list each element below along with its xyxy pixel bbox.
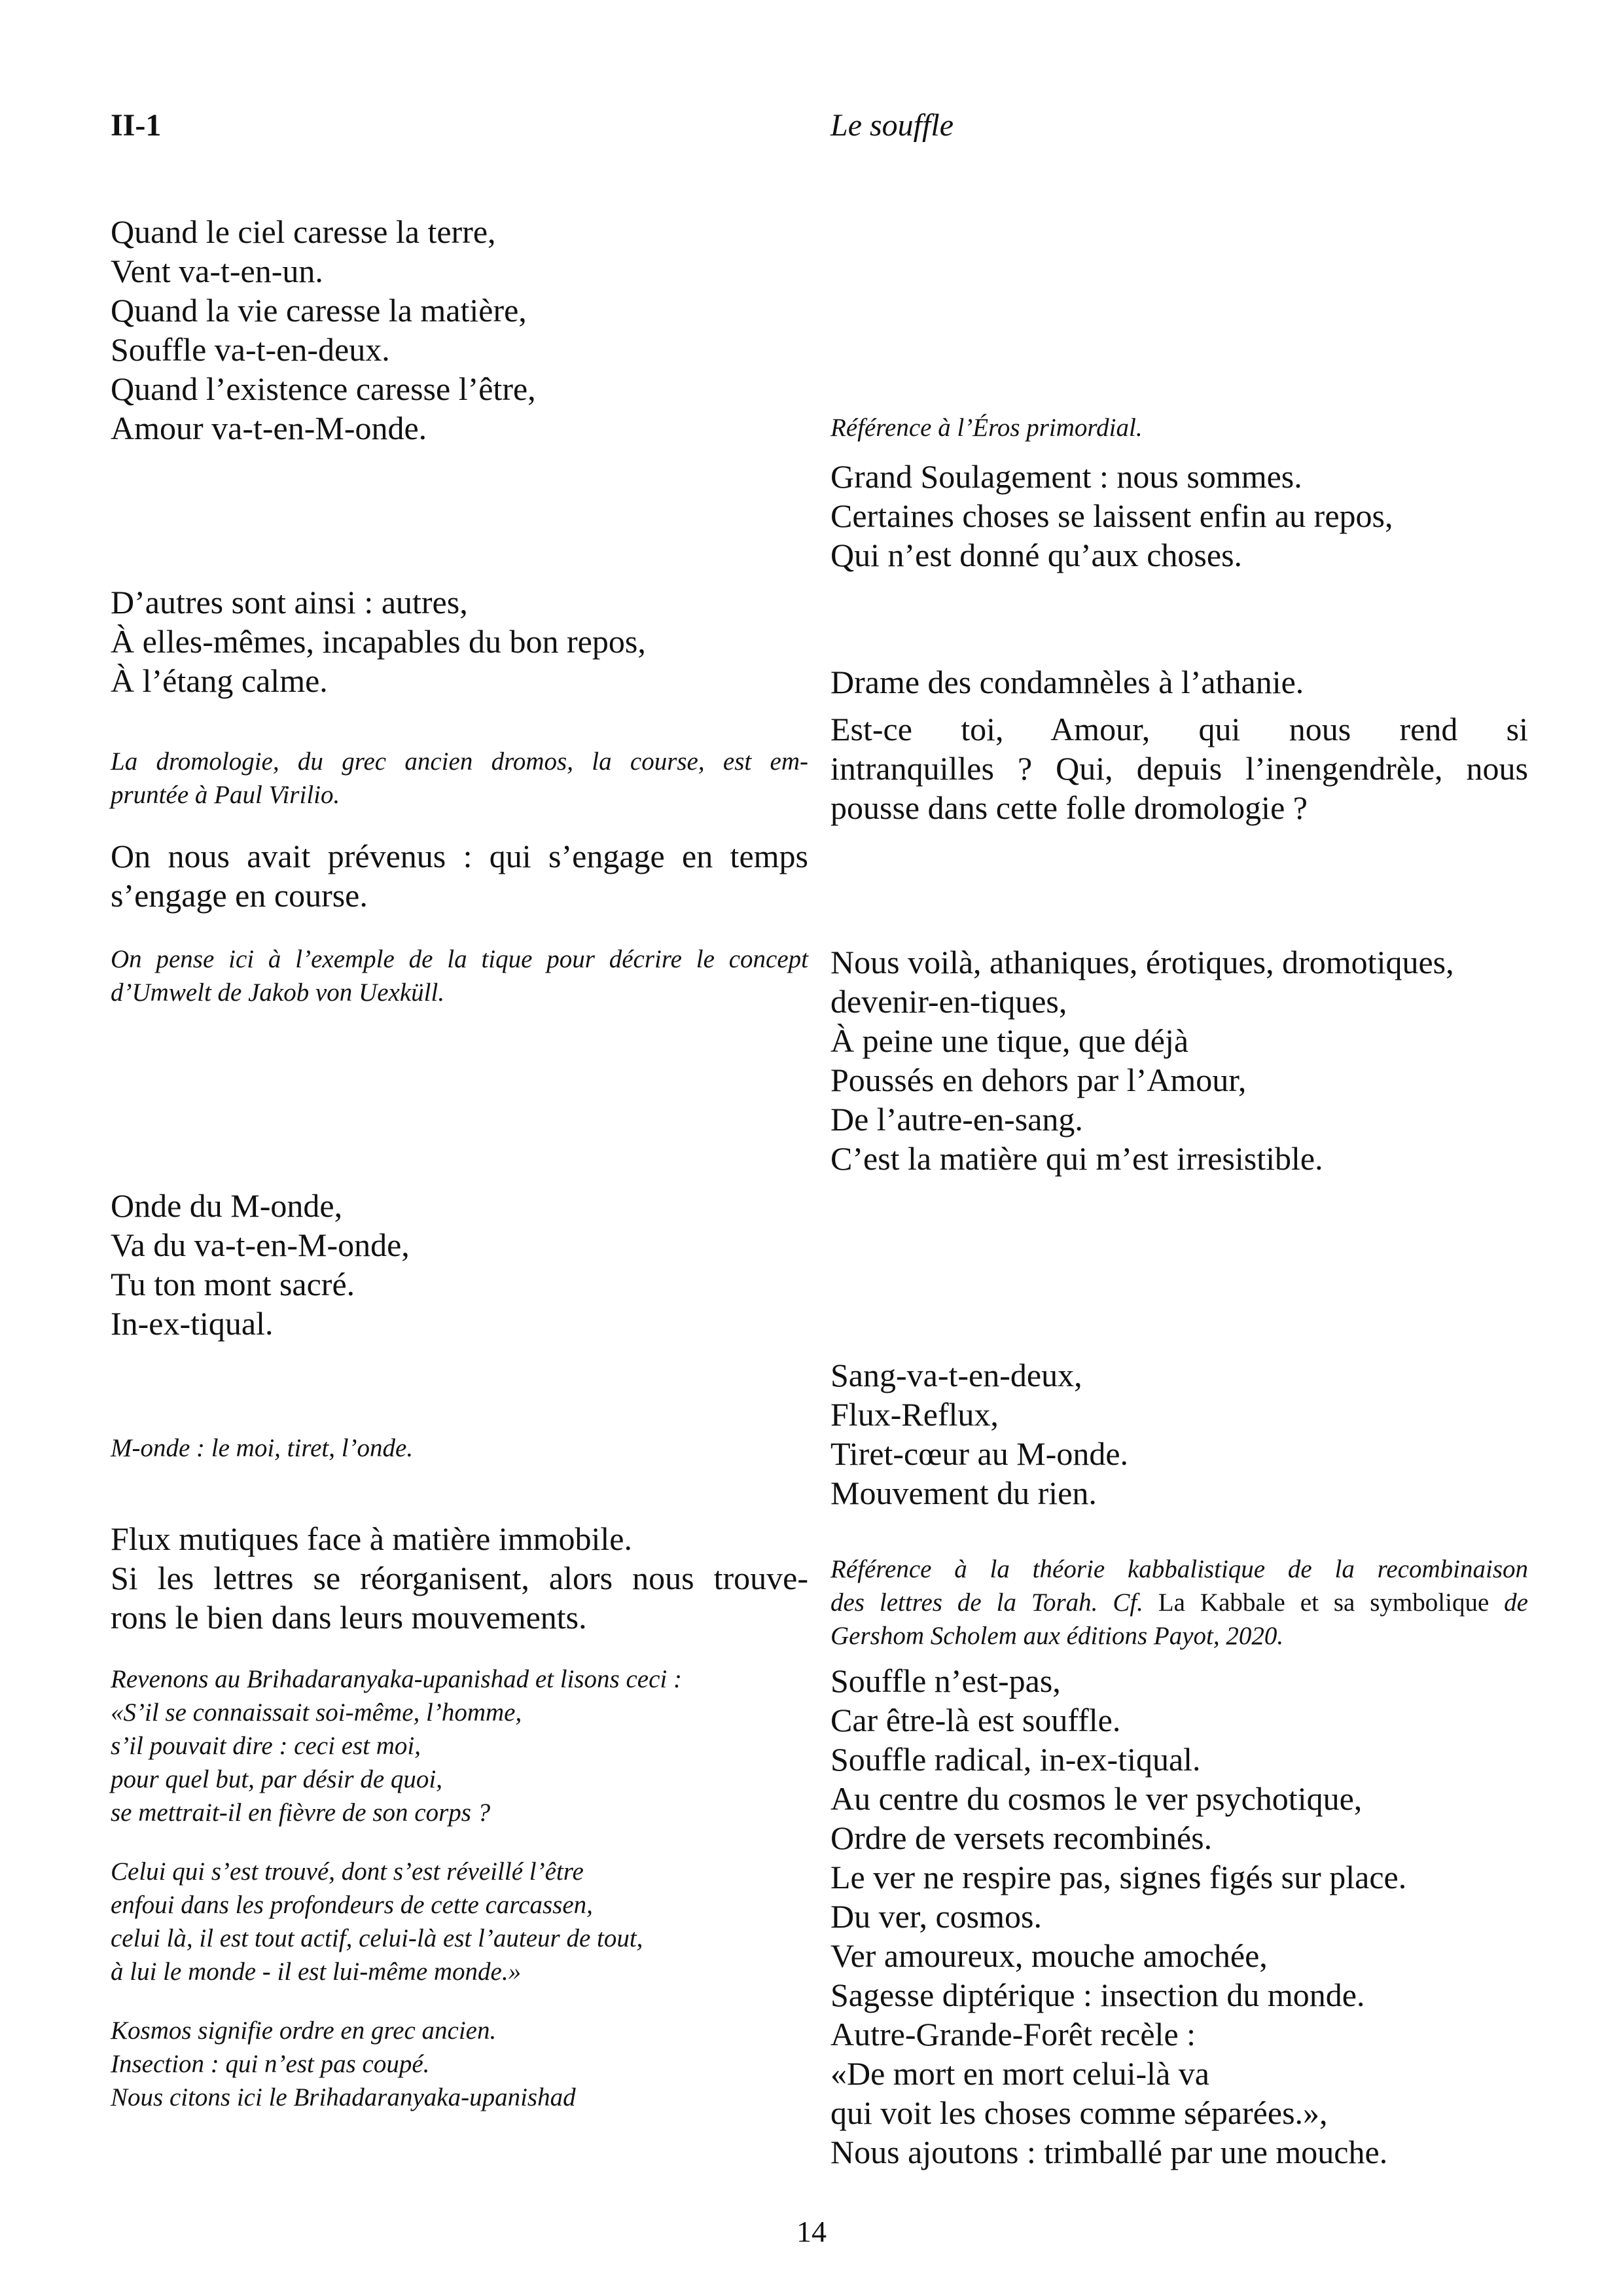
verse-stanza-right: [830, 457, 1528, 575]
text-line: Référence à la théorie kabbalistique de la recombinaison: [830, 1555, 1528, 1583]
text-line: On nous avait prévenus : qui s’engage en temps: [111, 838, 808, 874]
text-segment: de: [1489, 1588, 1528, 1617]
text-line: Au centre du cosmos le ver psychotique,: [830, 1780, 1363, 1817]
text-line: On pense ici à l’exemple de la tique pour décrire le concept: [111, 945, 808, 973]
footnote-right: [830, 411, 1528, 444]
text-line: Flux mutiques face à matière immobile.: [111, 1520, 632, 1557]
verse-stanza-left: [111, 836, 808, 915]
text-line: Onde du M-onde,: [111, 1187, 343, 1224]
text-line: se mettrait-il en fièvre de son corps ?: [111, 1799, 491, 1827]
text-line: Du ver, cosmos.: [830, 1898, 1042, 1935]
text-line: [111, 1988, 808, 2014]
text-line: De l’autre-en-sang.: [830, 1101, 1083, 1138]
text-line: Nous voilà, athaniques, érotiques, dromotiques,: [830, 944, 1454, 980]
text-line: Sagesse diptérique : insection du monde.: [830, 1977, 1365, 2013]
text-line: C’est la matière qui m’est irresistible.: [830, 1140, 1323, 1177]
text-line: Souffle n’est-pas,: [830, 1662, 1061, 1699]
text-line: d’Umwelt de Jakob von Uexküll.: [111, 978, 445, 1007]
verse-stanza-right: [830, 709, 1528, 827]
text-line: Celui qui s’est trouvé, dont s’est réveillé l’être: [111, 1857, 584, 1886]
text-line: qui voit les choses comme séparées.»,: [830, 2094, 1328, 2131]
text-line: Tu ton mont sacré.: [111, 1266, 355, 1302]
text-line: Quand l’existence caresse l’être,: [111, 370, 536, 407]
text-line: Grand Soulagement : nous sommes.: [830, 458, 1302, 495]
text-line: s’il pouvait dire : ceci est moi,: [111, 1732, 421, 1760]
text-line: Car être-là est souffle.: [830, 1702, 1121, 1738]
verse-stanza-right: [830, 942, 1528, 1178]
text-line: intranquilles ? Qui, depuis l’inengendrèle, nous: [830, 750, 1528, 787]
text-line: enfoui dans les profondeurs de cette carcassen,: [111, 1891, 593, 1919]
text-line: Sang-va-t-en-deux,: [830, 1357, 1082, 1393]
text-line: Drame des condamnèles à l’athanie.: [830, 664, 1304, 700]
verse-stanza-right: [830, 662, 1528, 702]
text-line: Ver amoureux, mouche amochée,: [830, 1937, 1268, 1974]
text-line: Souffle radical, in-ex-tiqual.: [830, 1741, 1201, 1778]
text-line: Revenons au Brihadaranyaka-upanishad et lisons ceci :: [111, 1665, 682, 1693]
page-number: 14: [796, 2215, 827, 2248]
text-line: s’engage en course.: [111, 877, 368, 914]
text-line: Nous ajoutons : trimballé par une mouche.: [830, 2134, 1388, 2170]
verse-stanza-right: [830, 1661, 1528, 2172]
text-line: À peine une tique, que déjà: [830, 1022, 1189, 1059]
verse-stanza-left: [111, 1186, 808, 1343]
text-line: Gershom Scholem aux éditions Payot, 2020.: [830, 1622, 1284, 1650]
footnote-left: [111, 745, 808, 812]
text-line: Mouvement du rien.: [830, 1475, 1097, 1511]
text-line: In-ex-tiqual.: [111, 1305, 274, 1342]
text-line: celui là, il est tout actif, celui-là est l’auteur de tout,: [111, 1924, 643, 1952]
text-line: «S’il se connaissait soi-même, l’homme,: [111, 1698, 522, 1727]
text-segment: des lettres de la Torah. Cf.: [830, 1588, 1158, 1617]
footnote-right: [830, 1552, 1528, 1653]
text-line: Le ver ne respire pas, signes figés sur place.: [830, 1859, 1407, 1895]
footnote-left: [111, 1431, 808, 1465]
text-line: Si les lettres se réorganisent, alors nous trouve-: [111, 1560, 808, 1596]
text-line: Ordre de versets recombinés.: [830, 1820, 1213, 1856]
text-line: À elles-mêmes, incapables du bon repos,: [111, 623, 646, 660]
text-line: Souffle va-t-en-deux.: [111, 331, 390, 368]
verse-stanza-left: [111, 1519, 808, 1637]
text-line: pousse dans cette folle dromologie ?: [830, 789, 1308, 826]
text-line: pour quel but, par désir de quoi,: [111, 1765, 442, 1793]
section-number: II-1: [111, 108, 162, 143]
text-line: devenir-en-tiques,: [830, 983, 1067, 1020]
text-line: Quand le ciel caresse la terre,: [111, 213, 496, 250]
text-line: Est-ce toi, Amour, qui nous rend si: [830, 711, 1528, 747]
text-line: rons le bien dans leurs mouvements.: [111, 1599, 587, 1636]
footnote-left: [111, 942, 808, 1009]
verse-stanza-left: [111, 583, 808, 700]
text-line: à lui le monde - il est lui-même monde.»: [111, 1958, 522, 1986]
text-line: Insection : qui n’est pas coupé.: [111, 2050, 430, 2078]
text-line: Amour va-t-en-M-onde.: [111, 410, 427, 446]
text-line: Va du va-t-en-M-onde,: [111, 1227, 410, 1263]
text-line: Kosmos signifie ordre en grec ancien.: [111, 2017, 497, 2045]
text-line: Qui n’est donné qu’aux choses.: [830, 537, 1243, 573]
text-line: D’autres sont ainsi : autres,: [111, 584, 468, 620]
text-line: Quand la vie caresse la matière,: [111, 292, 527, 329]
footnote-left: [111, 1662, 808, 2114]
text-line: [111, 1829, 808, 1855]
text-line: Nous citons ici le Brihadaranyaka-upanishad: [111, 2083, 576, 2111]
text-line: Référence à l’Éros primordial.: [830, 414, 1143, 442]
text-line: Autre-Grande-Forêt recèle :: [830, 2016, 1196, 2053]
chapter-title: Le souffle: [830, 108, 954, 143]
text-line: [830, 1586, 1528, 1619]
book-title: La Kabbale et sa symbolique: [1158, 1588, 1489, 1617]
text-line: Certaines choses se laissent enfin au repos,: [830, 497, 1393, 534]
verse-stanza-right: [830, 1355, 1528, 1513]
text-line: La dromologie, du grec ancien dromos, la course, est em-: [111, 747, 808, 776]
text-line: pruntée à Paul Virilio.: [111, 781, 340, 809]
text-line: Poussés en dehors par l’Amour,: [830, 1062, 1247, 1098]
verse-stanza-left: [111, 212, 808, 448]
text-line: Flux-Reflux,: [830, 1396, 999, 1433]
text-line: «De mort en mort celui-là va: [830, 2055, 1209, 2092]
text-line: M-onde : le moi, tiret, l’onde.: [111, 1434, 414, 1462]
text-line: À l’étang calme.: [111, 662, 328, 699]
text-line: Tiret-cœur au M-onde.: [830, 1435, 1129, 1472]
text-line: Vent va-t-en-un.: [111, 253, 323, 289]
